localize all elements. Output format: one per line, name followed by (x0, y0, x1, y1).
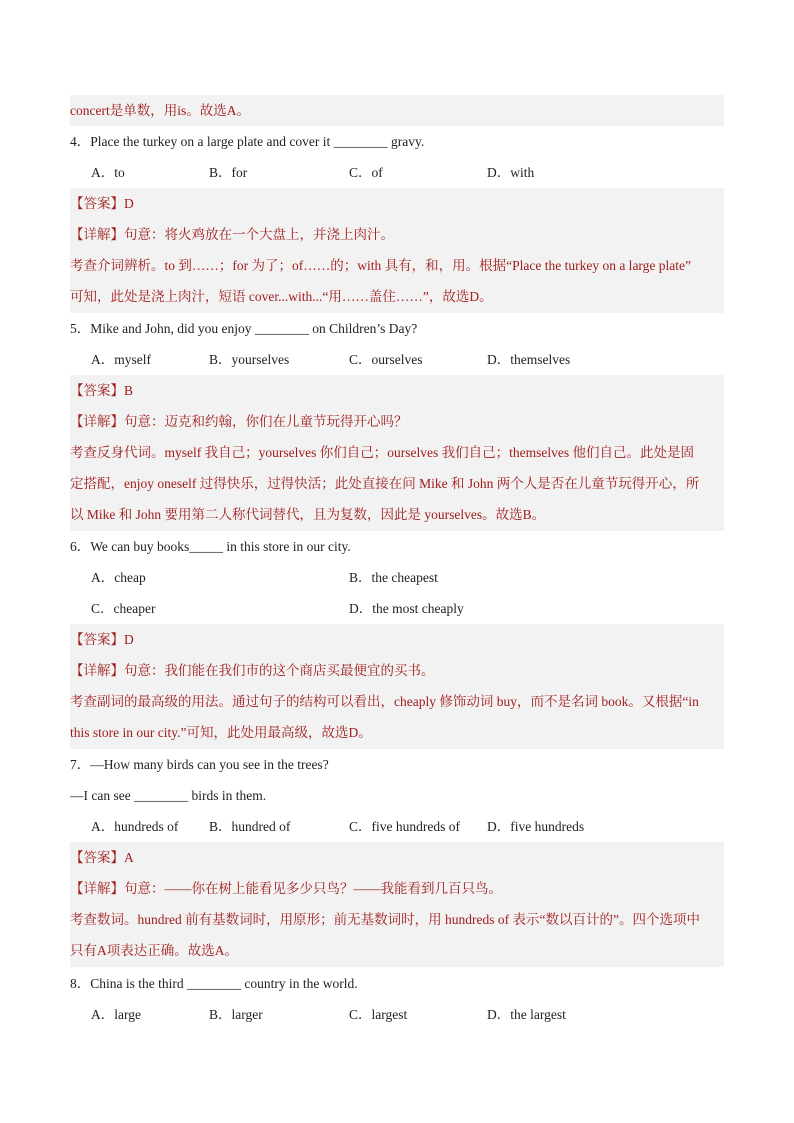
question-7-detail: 只有A项表达正确。故选A。 (70, 943, 238, 958)
explanation-line: concert是单数，用is。故选A。 (70, 103, 250, 118)
question-7-option-d: D．five hundreds (487, 819, 585, 834)
question-5-detail: 以 Mike 和 John 要用第二人称代词替代，且为复数，因此是 yourselves。故选B。 (70, 507, 546, 522)
question-5-option-c: C．ourselves (349, 352, 423, 367)
question-5-answer: 【答案】B (70, 383, 134, 398)
question-7-detail: 考查数词。hundred 前有基数词时，用原形；前无基数词时，用 hundreds of 表示“数以百计的”。四个选项中 (70, 912, 700, 927)
question-6-detail: this store in our city.”可知，此处用最高级，故选D。 (70, 725, 372, 740)
question-5-detail: 【详解】句意：迈克和约翰，你们在儿童节玩得开心吗？ (70, 414, 408, 429)
question-4-detail: 考查介词辨析。to 到……；for 为了；of……的；with 具有，和，用。根据“Place the turkey on a large plate” (70, 258, 692, 273)
question-7-detail: 【详解】句意：——你在树上能看见多少只鸟？——我能看到几百只鸟。 (70, 881, 502, 896)
question-6-detail: 【详解】句意：我们能在我们市的这个商店买最便宜的买书。 (70, 663, 435, 678)
question-7-option-c: C．five hundreds of (349, 819, 460, 834)
question-4-answer: 【答案】D (70, 196, 134, 211)
question-6-answer: 【答案】D (70, 632, 134, 647)
question-6-stem: 6．We can buy books_____ in this store in our city. (70, 539, 351, 554)
question-5-detail: 定搭配，enjoy oneself 过得快乐，过得快活；此处直接在问 Mike 和 John 两个人是否在儿童节玩得开心，所 (70, 476, 700, 491)
question-8-option-d: D．the largest (487, 1007, 566, 1022)
question-7-option-b: B．hundred of (209, 819, 291, 834)
question-8-option-a: A．large (91, 1007, 141, 1022)
question-8-option-b: B．larger (209, 1007, 263, 1022)
question-6-option-c: C．cheaper (91, 601, 156, 616)
question-7-stem: —I can see ________ birds in them. (70, 788, 267, 803)
question-8-option-c: C．largest (349, 1007, 408, 1022)
question-4-stem: 4．Place the turkey on a large plate and cover it ________ gravy. (70, 134, 425, 149)
question-4-detail: 可知，此处是浇上肉汁，短语 cover...with...“用……盖住……”，故选D。 (70, 289, 493, 304)
question-4-option-d: D．with (487, 165, 535, 180)
question-6-option-a: A．cheap (91, 570, 146, 585)
question-5-option-d: D．themselves (487, 352, 571, 367)
question-4-detail: 【详解】句意：将火鸡放在一个大盘上，并浇上肉汁。 (70, 227, 394, 242)
question-5-detail: 考查反身代词。myself 我自己；yourselves 你们自己；ourselves 我们自己；themselves 他们自己。此处是固 (70, 445, 694, 460)
question-5-option-b: B．yourselves (209, 352, 290, 367)
question-4-option-b: B．for (209, 165, 248, 180)
question-4-option-a: A．to (91, 165, 125, 180)
question-7-option-a: A．hundreds of (91, 819, 179, 834)
question-8-stem: 8．China is the third ________ country in the world. (70, 976, 358, 991)
question-7-answer: 【答案】A (70, 850, 134, 865)
question-5-option-a: A．myself (91, 352, 151, 367)
question-6-option-d: D．the most cheaply (349, 601, 464, 616)
question-6-detail: 考查副词的最高级的用法。通过句子的结构可以看出，cheaply 修饰动词 buy，而不是名词 book。又根据“in (70, 694, 699, 709)
question-6-option-b: B．the cheapest (349, 570, 438, 585)
question-5-stem: 5．Mike and John, did you enjoy ________ on Children’s Day? (70, 321, 418, 336)
question-4-option-c: C．of (349, 165, 383, 180)
question-7-stem: 7．—How many birds can you see in the trees? (70, 757, 329, 772)
